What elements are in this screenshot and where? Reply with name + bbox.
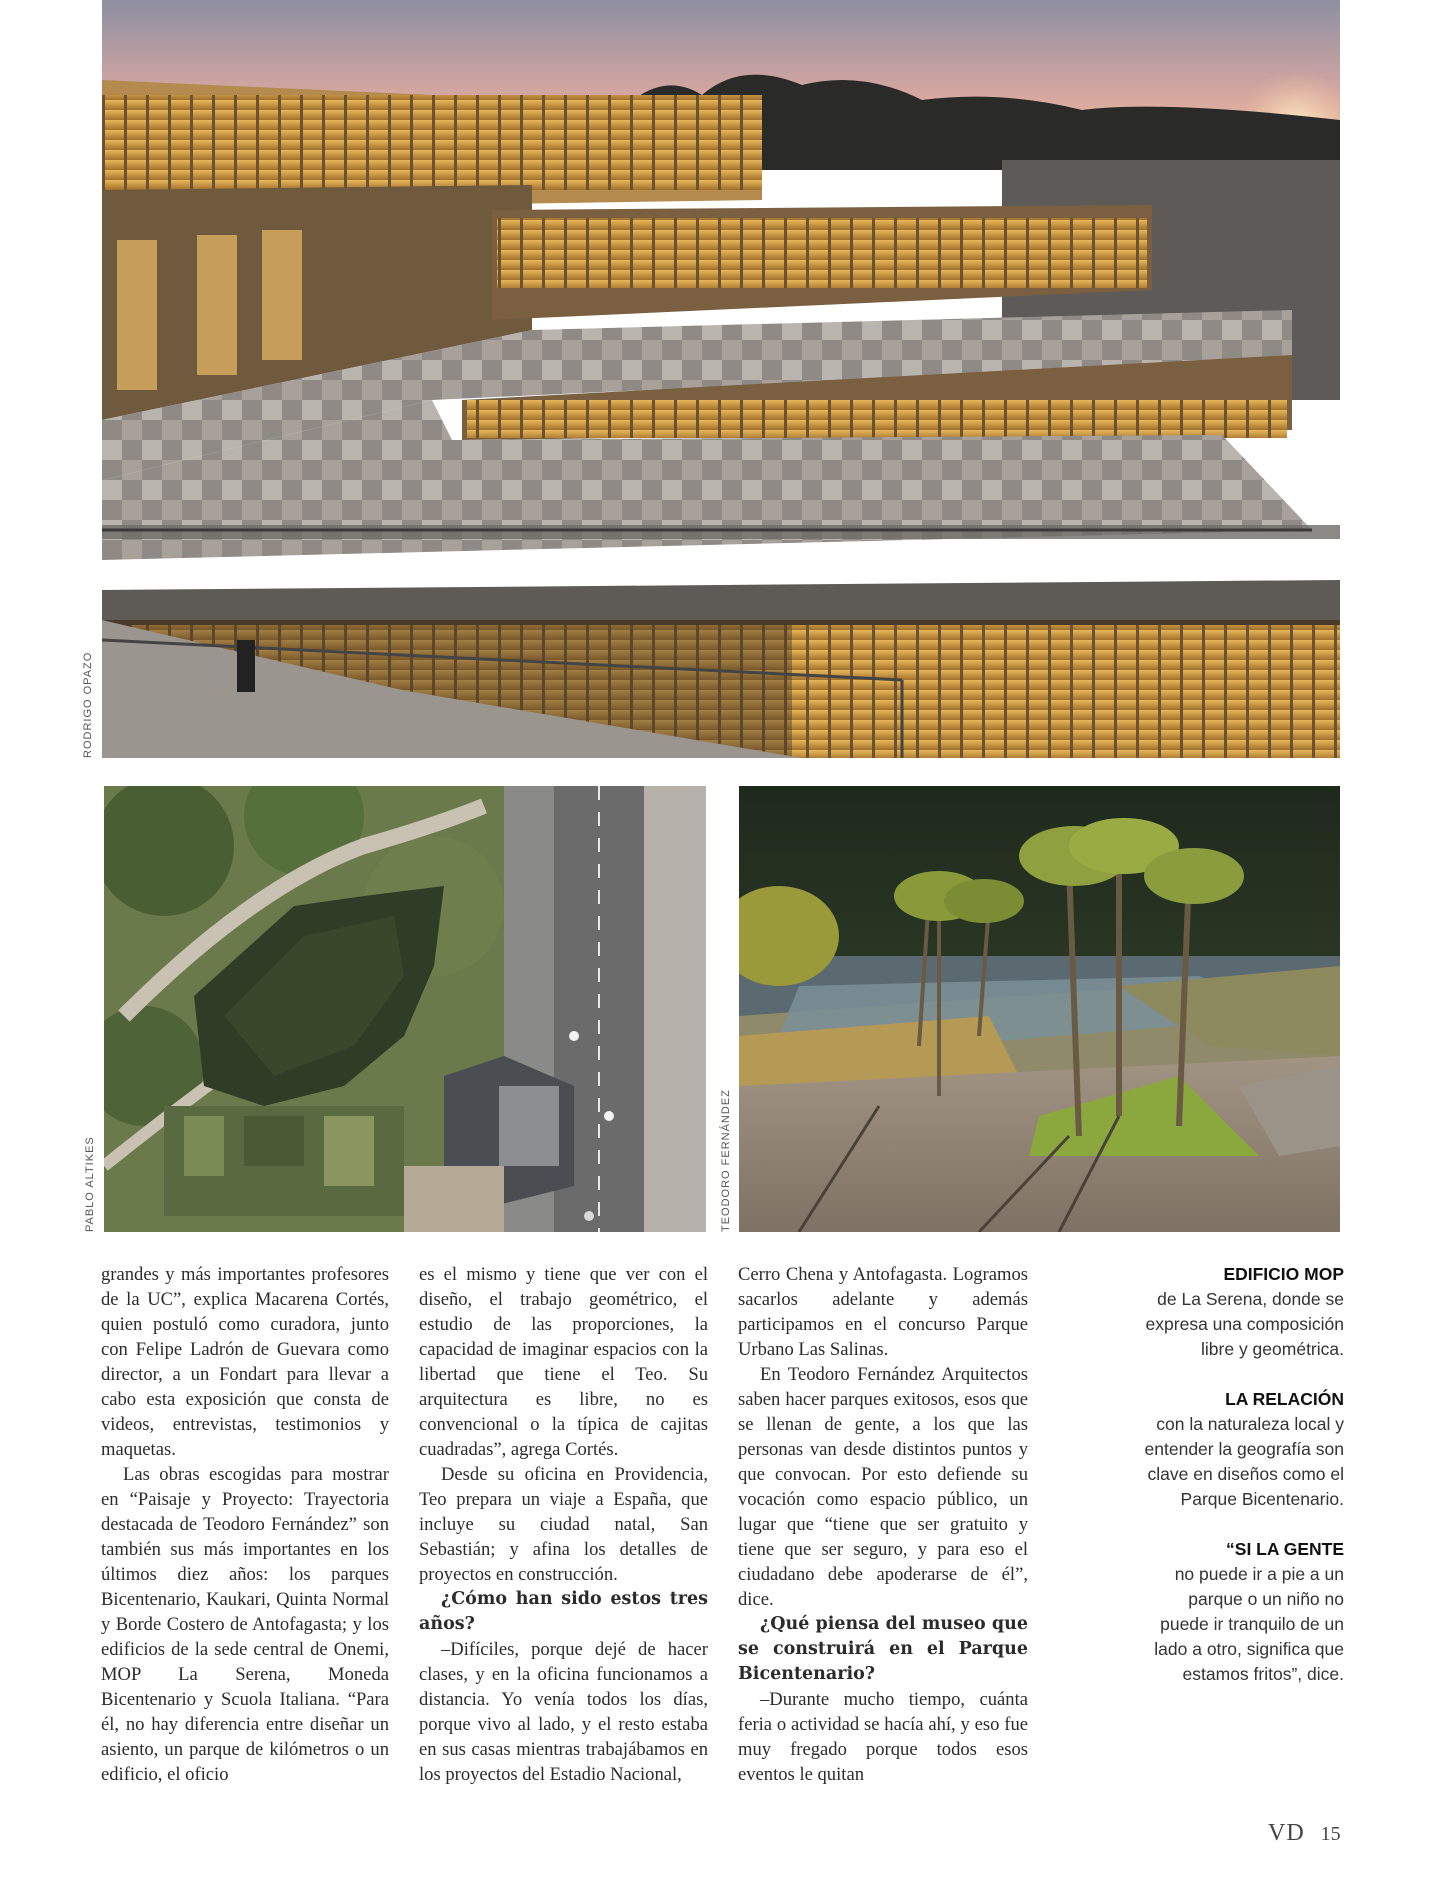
interview-question: ¿Cómo han sido estos tres años? [419, 1589, 708, 1634]
caption-mop [1140, 1262, 1344, 1362]
article-column-1 [101, 1262, 389, 1787]
palm-park-photo [739, 786, 1340, 1232]
photo-credit-bottom-left: PABLO ALTIKES [84, 1136, 96, 1232]
page-number: 15 [1320, 1823, 1341, 1845]
caption-relacion [1140, 1387, 1344, 1512]
article-paragraph: Cerro Chena y Antofagasta. Logramos sacarlos adelante y además participamos en el concurso Parque Urbano Las Salinas. [738, 1264, 1028, 1360]
caption-text: con la naturaleza local y entender la geografía son clave en diseños como el Parque Bicentenario. [1144, 1414, 1344, 1509]
caption-lead: LA RELACIÓN [1225, 1389, 1344, 1409]
caption-text: no puede ir a pie a un parque o un niño no puede ir tranquilo de un lado a otro, significa que estamos fritos”, dice. [1154, 1564, 1344, 1684]
article-paragraph: Las obras escogidas para mostrar en “Paisaje y Proyecto: Trayectoria destacada de Teodoro Fernández” son también sus más importantes en los últimos diez años: los parques Bicentenario, Kaukari, Quinta Normal y Borde Costero de Antofagasta; y los edificios de la sede central de Onemi, MOP La Serena, Moneda Bicentenario y Scuola Italiana. “Para él, no hay diferencia entre diseñar un asiento, un parque de kilómetros o un edificio, el oficio [101, 1464, 389, 1785]
article-paragraph: grandes y más importantes profesores de la UC”, explica Macarena Cortés, quien postuló como curadora, junto con Felipe Ladrón de Guevara como director, a un Fondart para llevar a cabo esta exposición que consta de videos, entrevistas, testimonios y maquetas. [101, 1264, 389, 1460]
article-column-3 [738, 1262, 1028, 1787]
caption-text: de La Serena, donde se expresa una composición libre y geométrica. [1145, 1289, 1344, 1359]
interview-question: ¿Qué piensa del museo que se construirá en el Parque Bicentenario? [738, 1614, 1028, 1684]
article-paragraph: es el mismo y tiene que ver con el diseño, el trabajo geométrico, el estudio de las proporciones, la capacidad de imaginar espacios con la libertad que tiene el Teo. Su arquitectura es libre, no es convencional o la típica de cajitas cuadradas”, agrega Cortés. [419, 1264, 708, 1460]
page-folio [1268, 1820, 1341, 1847]
article-paragraph: Desde su oficina en Providencia, Teo prepara un viaje a España, que incluye su ciudad natal, San Sebastián; y afina los detalles de proyectos en construcción. [419, 1464, 708, 1585]
interview-answer: –Durante mucho tiempo, cuánta feria o actividad se hacía ahí, y eso fue muy fregado porque todos esos eventos le quitan [738, 1689, 1028, 1785]
caption-quote [1140, 1537, 1344, 1687]
caption-lead: EDIFICIO MOP [1223, 1264, 1344, 1284]
photo-credit-bottom-right: TEODORO FERNÁNDEZ [720, 1089, 732, 1232]
caption-lead: “SI LA GENTE [1226, 1539, 1344, 1559]
photo-credit-top: RODRIGO OPAZO [82, 651, 94, 758]
magazine-logo: VD [1268, 1820, 1305, 1846]
interview-answer: –Difíciles, porque dejé de hacer clases, y en la oficina funcionamos a distancia. Yo venía todos los días, porque vivo al lado, y el resto estaba en sus casas mientras trabajábamos en los proyectos del Estadio Nacional, [419, 1639, 708, 1785]
article-column-2 [419, 1262, 708, 1787]
building-photo [102, 0, 1340, 758]
aerial-park-photo [104, 786, 706, 1232]
photo-captions [1140, 1262, 1344, 1712]
article-paragraph: En Teodoro Fernández Arquitectos saben hacer parques exitosos, esos que se llenan de gente, a los que las personas van desde distintos puntos y que convocan. Por esto defiende su vocación como espacio público, un lugar que “tiene que ser gratuito y tiene que ser seguro, y para eso el ciudadano debe apoderarse de él”, dice. [738, 1364, 1028, 1610]
